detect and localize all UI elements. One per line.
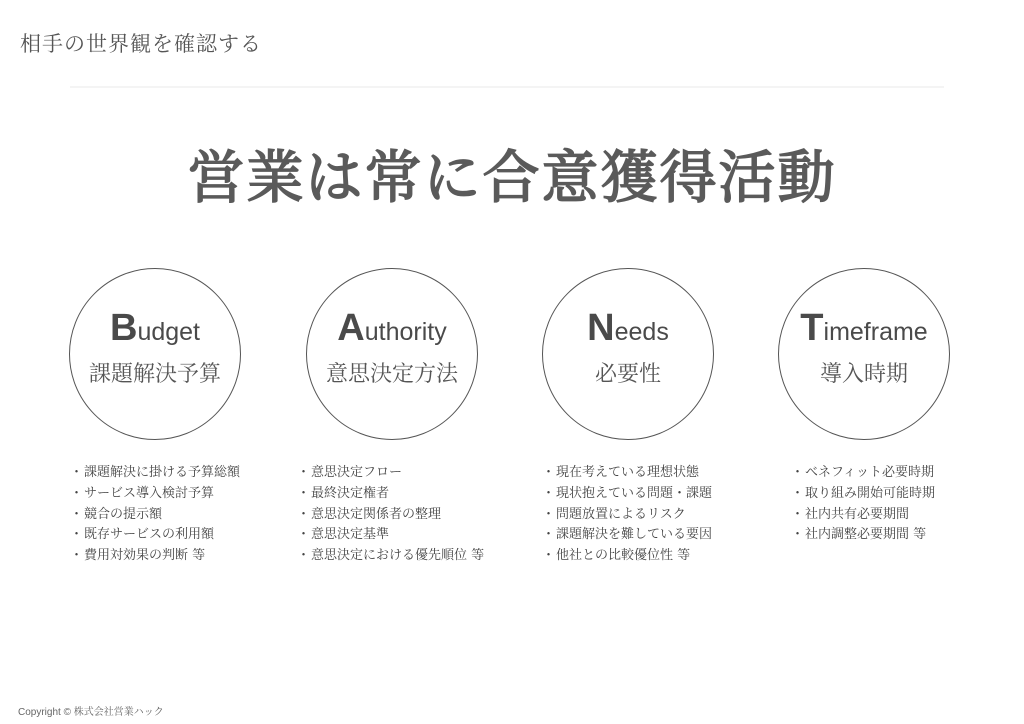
needs-title [543,307,713,349]
timeframe-subtitle: 導入時期 [819,362,908,387]
page-title: 相手の世界観を確認する [20,32,262,56]
budget-title [70,307,240,349]
list-item: ・ サービス導入検討予算 [70,484,240,505]
list-item: ・ 既存サービスの利用額 [70,525,240,546]
list-item: ・ 課題解決を難している要因 [542,525,712,546]
timeframe-list [791,463,935,546]
list-item: ・ 社内調整必要期間 等 [791,525,935,546]
list-item: ・ 問題放置によるリスク [542,505,712,526]
budget-subtitle: 課題解決予算 [88,362,221,387]
needs-subtitle: 必要性 [594,362,661,387]
authority-title-rest: uthority [364,318,447,346]
divider [70,86,944,88]
list-item: ・ ベネフィット必要時期 [791,463,935,484]
needs-circle [542,268,714,440]
authority-initial: A [337,307,365,349]
timeframe-title [779,307,949,349]
authority-title [307,307,477,349]
needs-title-rest: eeds [614,318,669,346]
authority-subtitle: 意思決定方法 [325,362,458,387]
list-item: ・ 意思決定関係者の整理 [297,505,484,526]
authority-circle [306,268,478,440]
list-item: ・ 他社との比較優位性 等 [542,546,712,567]
needs-list [542,463,712,567]
copyright: Copyright © 株式会社営業ハック [18,707,164,718]
list-item: ・ 課題解決に掛ける予算総額 [70,463,240,484]
headline: 営業は常に合意獲得活動 [187,145,837,211]
authority-list [297,463,484,567]
needs-initial: N [587,307,615,349]
list-item: ・ 費用対効果の判断 等 [70,546,240,567]
timeframe-initial: T [800,307,824,349]
budget-title-rest: udget [137,318,200,346]
list-item: ・ 最終決定権者 [297,484,484,505]
list-item: ・ 現状抱えている問題・課題 [542,484,712,505]
timeframe-circle [778,268,950,440]
budget-initial: B [109,307,138,349]
list-item: ・ 取り組み開始可能時期 [791,484,935,505]
list-item: ・ 現在考えている理想状態 [542,463,712,484]
budget-list [70,463,240,567]
list-item: ・ 社内共有必要期間 [791,505,935,526]
list-item: ・ 意思決定基準 [297,525,484,546]
list-item: ・ 意思決定における優先順位 等 [297,546,484,567]
budget-circle [69,268,241,440]
timeframe-title-rest: imeframe [823,318,928,346]
list-item: ・ 競合の提示額 [70,505,240,526]
list-item: ・ 意思決定フロー [297,463,484,484]
